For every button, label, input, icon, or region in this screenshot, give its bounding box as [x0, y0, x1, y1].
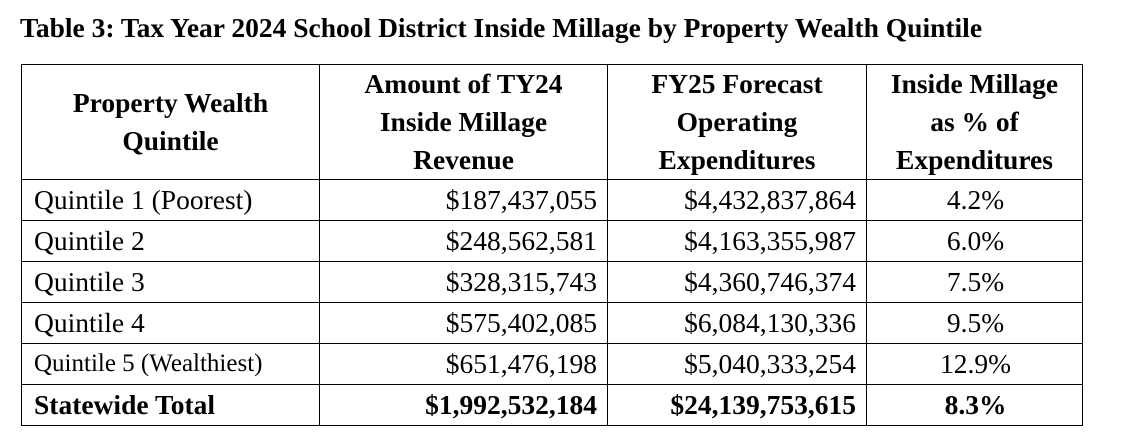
header-expenditures-line: FY25 Forecast	[651, 68, 823, 99]
header-quintile-line: Property Wealth	[72, 87, 269, 118]
header-expenditures-line: Expenditures	[658, 144, 816, 175]
total-percent-cell: 8.3%	[867, 385, 1083, 426]
percent-cell: 6.0%	[867, 221, 1083, 262]
quintile-cell: Quintile 1 (Poorest)	[22, 180, 320, 221]
revenue-cell: $248,562,581	[320, 221, 608, 262]
total-expenditures-cell: $24,139,753,615	[608, 385, 867, 426]
header-quintile	[22, 65, 320, 180]
revenue-cell: $328,315,743	[320, 262, 608, 303]
quintile-cell: Quintile 5 (Wealthiest)	[22, 344, 320, 385]
quintile-cell: Quintile 4	[22, 303, 320, 344]
header-expenditures	[608, 65, 867, 180]
table-row	[22, 180, 1083, 221]
revenue-cell: $575,402,085	[320, 303, 608, 344]
header-percent	[867, 65, 1083, 180]
header-revenue-line: Revenue	[413, 144, 514, 175]
total-revenue-cell: $1,992,532,184	[320, 385, 608, 426]
header-revenue	[320, 65, 608, 180]
percent-cell: 4.2%	[867, 180, 1083, 221]
header-row	[22, 65, 1083, 180]
header-percent-line: Expenditures	[896, 144, 1053, 175]
header-revenue-line: Inside Millage	[379, 106, 548, 137]
expenditures-cell: $6,084,130,336	[608, 303, 867, 344]
header-quintile-line: Quintile	[122, 125, 219, 156]
expenditures-cell: $4,432,837,864	[608, 180, 867, 221]
quintile-cell: Quintile 2	[22, 221, 320, 262]
millage-table	[21, 64, 1083, 426]
header-percent-line: as % of	[930, 106, 1019, 137]
quintile-cell: Quintile 3	[22, 262, 320, 303]
total-label-cell: Statewide Total	[22, 385, 320, 426]
revenue-cell: $651,476,198	[320, 344, 608, 385]
header-percent-line: Inside Millage	[890, 68, 1059, 99]
expenditures-cell: $4,360,746,374	[608, 262, 867, 303]
table-row	[22, 221, 1083, 262]
revenue-cell: $187,437,055	[320, 180, 608, 221]
expenditures-cell: $4,163,355,987	[608, 221, 867, 262]
header-expenditures-line: Operating	[676, 106, 798, 137]
percent-cell: 9.5%	[867, 303, 1083, 344]
total-row	[22, 385, 1083, 426]
percent-cell: 7.5%	[867, 262, 1083, 303]
expenditures-cell: $5,040,333,254	[608, 344, 867, 385]
percent-cell: 12.9%	[867, 344, 1083, 385]
header-revenue-line: Amount of TY24	[364, 68, 563, 99]
table-row	[22, 303, 1083, 344]
table-title: Table 3: Tax Year 2024 School District Inside Millage by Property Wealth Quintile	[20, 12, 983, 43]
table-row	[22, 262, 1083, 303]
table-row	[22, 344, 1083, 385]
